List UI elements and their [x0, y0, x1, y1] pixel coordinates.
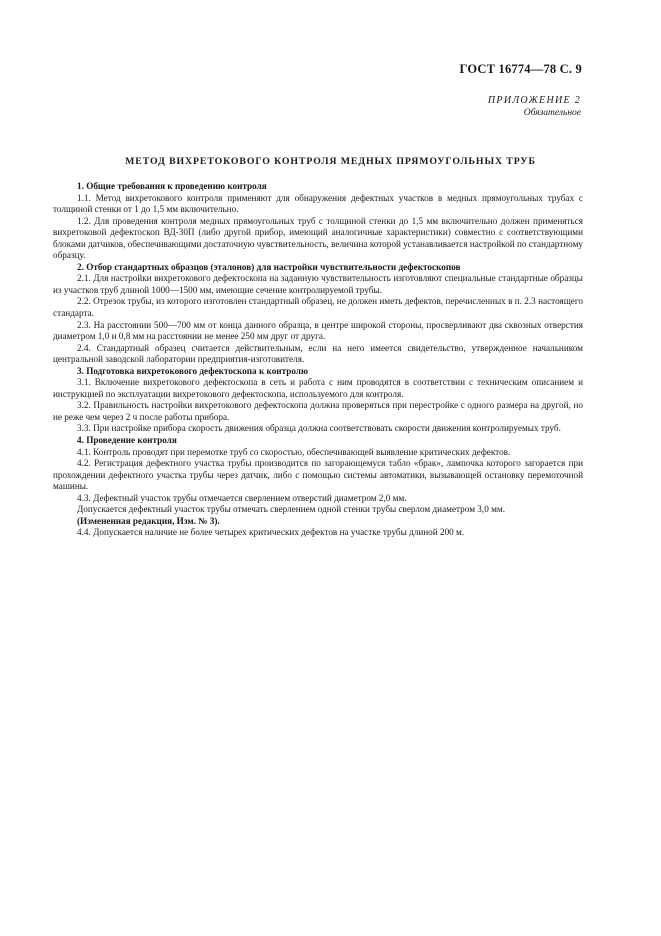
paragraph-4-3: 4.3. Дефектный участок трубы отмечается сверлением отверстий диаметром 2,0 мм.: [77, 492, 407, 503]
paragraph-4-1: 4.1. Контроль проводят при перемотке труб со скоростью, обеспечивающей выявление критических дефектов.: [77, 446, 511, 457]
paragraph-2-4: 2.4. Стандартный образец считается действительным, если на него имеется свидетельство, утвержденное начальником центральной заводской лаборатории предприятия-изготовителя.: [53, 342, 583, 365]
amendment-note: (Измененная редакция, Изм. № 3).: [77, 515, 220, 526]
section-2-heading: 2. Отбор стандартных образцов (эталонов) для настройки чувствительности дефектоскопов: [77, 261, 461, 272]
section-3-heading: 3. Подготовка вихретокового дефектоскопа к контролю: [77, 365, 308, 376]
paragraph-4-3-note: Допускается дефектный участок трубы отмечать сверлением одной стенки трубы сверлом диаметром 3,0 мм.: [77, 504, 506, 515]
page-header-gost: ГОСТ 16774—78 С. 9: [459, 62, 582, 76]
paragraph-3-3: 3.3. При настройке прибора скорость движения образца должна соответствовать скорости движения контролируемых труб.: [77, 423, 561, 434]
paragraph-3-2: 3.2. Правильность настройки вихретокового дефектоскопа должна проверяться при перестройке с одного размера на другой, но не реже чем через 2 ч после работы прибора.: [53, 400, 583, 422]
paragraph-3-1: 3.1. Включение вихретокового дефектоскопа в сеть и работа с ним проводятся в соответствии с техническим описанием и инструкцией по эксплуатации вихретокового дефектоскопа, используемого для контроля.: [53, 377, 583, 399]
paragraph-1-1: 1.1. Метод вихретокового контроля применяют для обнаружения дефектных участков в медных прямоугольных трубах с толщиной стенки от 1 до 1,5 мм включительно.: [53, 192, 583, 215]
appendix-status: Обязательное: [523, 108, 581, 118]
paragraph-2-1: 2.1. Для настройки вихретокового дефектоскопа на заданную чувствительность изготовляют специальные стандартные образцы из участков труб длиной 1000—1500 мм, имеющие сечение контролируемой трубы.: [53, 273, 583, 295]
document-body: [53, 181, 583, 539]
paragraph-4-2: 4.2. Регистрация дефектного участка трубы производится по загорающемуся табло «брак», лампочка которого загорается при прохождении дефектного участка трубы через датчик, либо с помощью системы автоматики, вызывающей остановку перемоточной машины.: [53, 458, 583, 492]
paragraph-4-4: 4.4. Допускается наличие не более четырех критических дефектов на участке трубы длиной 200 м.: [77, 527, 465, 538]
paragraph-2-2: 2.2. Отрезок трубы, из которого изготовлен стандартный образец, не должен иметь дефектов, перечисленных в п. 2.3 настоящего стандарта.: [53, 296, 583, 319]
paragraph-2-3: 2.3. На расстоянии 500—700 мм от конца данного образца, в центре широкой стороны, просверливают два сквозных отверстия диаметром 1,0 и 0,8 мм на расстоянии не менее 250 мм друг от друга.: [53, 319, 583, 342]
appendix-label: ПРИЛОЖЕНИЕ 2: [487, 95, 581, 106]
paragraph-1-2: 1.2. Для проведения контроля медных прямоугольных труб с толщиной стенки до 1,5 мм включительно должен применяться вихретоковой дефектоскоп ВД-30П (либо другой прибор, имеющий аналогичные характеристики) совместно с соответствующими блоками датчиков, обеспечивающими достаточную чувствительность, величина которой устанавливается настройкой по стандартному образцу.: [53, 215, 583, 261]
section-1-heading: 1. Общие требования к проведению контроля: [77, 181, 267, 191]
section-4-heading: 4. Проведение контроля: [77, 435, 177, 446]
appendix-block: [488, 95, 581, 119]
document-title: МЕТОД ВИХРЕТОКОВОГО КОНТРОЛЯ МЕДНЫХ ПРЯМОУГОЛЬНЫХ ТРУБ: [125, 156, 536, 167]
